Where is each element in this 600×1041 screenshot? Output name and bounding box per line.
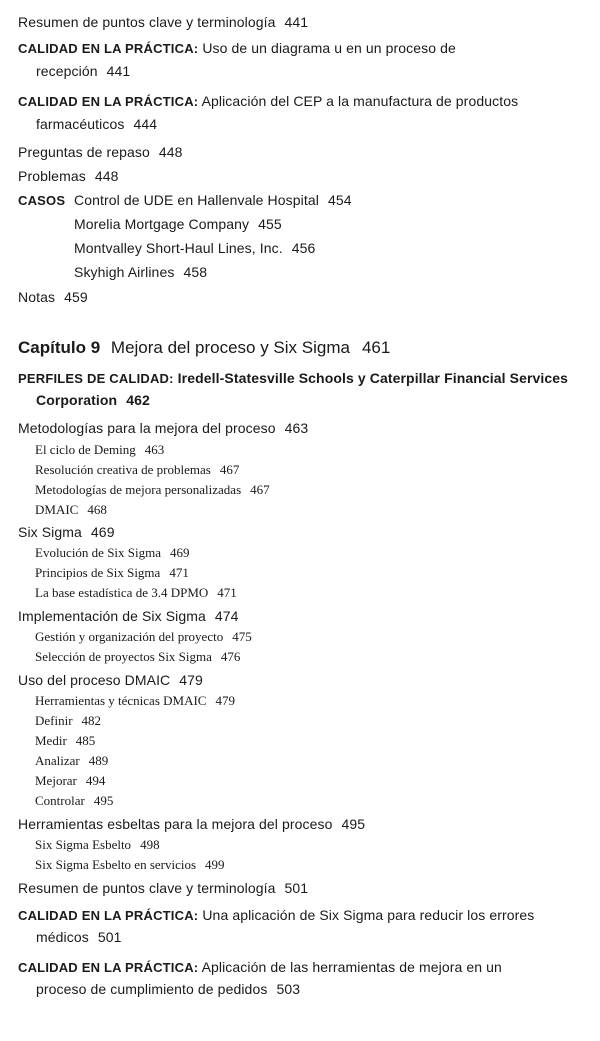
entry-title: Control de UDE en Hallenvale Hospital <box>74 192 319 208</box>
case-item <box>74 192 352 208</box>
toc-entry-summary-prev <box>18 14 308 30</box>
entry-title: Skyhigh Airlines <box>74 264 175 280</box>
toc-subsection <box>35 793 113 809</box>
section-page: 463 <box>284 420 309 436</box>
case-item <box>74 216 282 232</box>
subsection-title: Herramientas y técnicas DMAIC <box>35 693 207 708</box>
toc-section <box>18 420 308 436</box>
toc-subsection <box>35 753 108 769</box>
subsection-page: 468 <box>87 502 107 517</box>
entry-page: 444 <box>133 116 158 132</box>
entry-page: 462 <box>126 392 150 408</box>
toc-subsection <box>35 837 160 853</box>
toc-subsection <box>35 502 107 518</box>
entry-page: 501 <box>97 929 122 945</box>
section-page: 474 <box>214 608 239 624</box>
entry-page: 459 <box>64 289 88 305</box>
entry-page: 448 <box>158 144 183 160</box>
entry-title: Uso de un diagrama u en un proceso de <box>202 40 456 56</box>
subsection-page: 471 <box>169 565 189 580</box>
entry-page: 441 <box>106 63 131 79</box>
entry-page: 441 <box>284 14 309 30</box>
case-item <box>74 264 207 280</box>
toc-entry-practice2-cont <box>36 116 157 132</box>
subsection-title: Gestión y organización del proyecto <box>35 629 224 644</box>
toc-subsection <box>35 565 189 581</box>
toc-section <box>18 524 115 540</box>
toc-entry-summary <box>18 880 308 896</box>
subsection-title: Six Sigma Esbelto <box>35 837 132 852</box>
subsection-title: Metodologías de mejora personalizadas <box>35 482 242 497</box>
toc-subsection <box>35 713 101 729</box>
toc-section <box>18 608 239 624</box>
subsection-page: 476 <box>220 649 241 664</box>
subsection-page: 479 <box>215 693 235 708</box>
section-title: Herramientas esbeltas para la mejora del proceso <box>18 816 333 832</box>
subsection-title: Resolución creativa de problemas <box>35 462 211 477</box>
subsection-page: 463 <box>144 442 165 457</box>
profiles-label: PERFILES DE CALIDAD: <box>18 371 174 386</box>
subsection-page: 482 <box>81 713 102 728</box>
subsection-title: Definir <box>35 713 73 728</box>
subsection-title: Mejorar <box>35 773 77 788</box>
toc-entry-profiles <box>18 370 568 386</box>
section-title: Six Sigma <box>18 524 82 540</box>
chapter-title: Mejora del proceso y Six Sigma <box>110 338 350 357</box>
entry-title: Montvalley Short-Haul Lines, Inc. <box>74 240 283 256</box>
subsection-page: 467 <box>219 462 240 477</box>
entry-title: Morelia Mortgage Company <box>74 216 250 232</box>
subsection-title: Analizar <box>35 753 80 768</box>
entry-page: 458 <box>183 264 208 280</box>
subsection-title: La base estadística de 3.4 DPMO <box>35 585 209 600</box>
section-page: 495 <box>341 816 366 832</box>
subsection-page: 471 <box>217 585 237 600</box>
entry-title: Una aplicación de Six Sigma para reducir los errores <box>202 907 535 923</box>
case-item <box>74 240 315 256</box>
entry-title: Preguntas de repaso <box>18 144 150 160</box>
chapter-page: 461 <box>361 338 391 357</box>
entry-page: 454 <box>327 192 352 208</box>
subsection-title: Controlar <box>35 793 85 808</box>
subsection-page: 485 <box>75 733 96 748</box>
toc-subsection <box>35 462 239 478</box>
subsection-page: 495 <box>93 793 114 808</box>
entry-title: Problemas <box>18 168 86 184</box>
subsection-page: 467 <box>250 482 270 497</box>
entry-page: 455 <box>258 216 282 232</box>
practice-label: CALIDAD EN LA PRÁCTICA: <box>18 960 199 975</box>
toc-subsection <box>35 693 235 709</box>
entry-title-cont: farmacéuticos <box>36 116 125 132</box>
toc-entry-profiles-cont <box>36 392 150 408</box>
chapter-heading <box>18 338 390 358</box>
subsection-title: Principios de Six Sigma <box>35 565 161 580</box>
toc-entry-practice3 <box>18 907 534 923</box>
section-page: 469 <box>90 524 115 540</box>
chapter-label: Capítulo 9 <box>18 338 101 357</box>
toc-subsection <box>35 857 225 873</box>
toc-entry-practice4 <box>18 959 502 975</box>
toc-entry-review <box>18 144 183 160</box>
toc-entry-practice1 <box>18 40 456 56</box>
entry-title: Aplicación del CEP a la manufactura de productos <box>201 93 519 109</box>
entry-title: Resumen de puntos clave y terminología <box>18 880 276 896</box>
section-title: Metodologías para la mejora del proceso <box>18 420 276 436</box>
entry-title-cont: recepción <box>36 63 98 79</box>
section-title: Uso del proceso DMAIC <box>18 672 171 688</box>
subsection-page: 469 <box>170 545 190 560</box>
toc-section <box>18 816 365 832</box>
subsection-title: Medir <box>35 733 67 748</box>
subsection-page: 499 <box>205 857 225 872</box>
subsection-title: Selección de proyectos Six Sigma <box>35 649 212 664</box>
toc-entry-practice3-cont <box>36 929 122 945</box>
toc-entry-problems <box>18 168 119 184</box>
practice-label: CALIDAD EN LA PRÁCTICA: <box>18 908 199 923</box>
subsection-title: Evolución de Six Sigma <box>35 545 162 560</box>
subsection-title: DMAIC <box>35 502 79 517</box>
toc-entry-notes <box>18 289 88 305</box>
toc-subsection <box>35 545 190 561</box>
entry-title: Notas <box>18 289 56 305</box>
section-title: Implementación de Six Sigma <box>18 608 206 624</box>
section-page: 479 <box>179 672 203 688</box>
cases-label: CASOS <box>18 193 66 208</box>
toc-subsection <box>35 649 240 665</box>
entry-title: Resumen de puntos clave y terminología <box>18 14 276 30</box>
entry-page: 501 <box>284 880 309 896</box>
toc-subsection <box>35 629 252 645</box>
subsection-title: Six Sigma Esbelto en servicios <box>35 857 197 872</box>
practice-label: CALIDAD EN LA PRÁCTICA: <box>18 94 199 109</box>
entry-title-cont: Corporation <box>36 392 118 408</box>
entry-page: 448 <box>94 168 119 184</box>
toc-subsection <box>35 585 237 601</box>
toc-entry-practice1-cont <box>36 63 130 79</box>
toc-subsection <box>35 442 164 458</box>
entry-page: 456 <box>291 240 316 256</box>
entry-title-cont: proceso de cumplimiento de pedidos <box>36 981 268 997</box>
entry-title-cont: médicos <box>36 929 89 945</box>
entry-title: Aplicación de las herramientas de mejora en un <box>201 959 502 975</box>
subsection-page: 498 <box>140 837 160 852</box>
subsection-title: El ciclo de Deming <box>35 442 136 457</box>
toc-subsection <box>35 482 270 498</box>
subsection-page: 475 <box>232 629 252 644</box>
toc-subsection <box>35 733 95 749</box>
subsection-page: 494 <box>85 773 106 788</box>
entry-title: Iredell-Statesville Schools y Caterpillar Financial Services <box>177 370 569 386</box>
entry-page: 503 <box>276 981 301 997</box>
toc-entry-practice4-cont <box>36 981 300 997</box>
toc-section <box>18 672 203 688</box>
toc-entry-practice2 <box>18 93 518 109</box>
subsection-page: 489 <box>88 753 109 768</box>
practice-label: CALIDAD EN LA PRÁCTICA: <box>18 41 199 56</box>
toc-subsection <box>35 773 105 789</box>
